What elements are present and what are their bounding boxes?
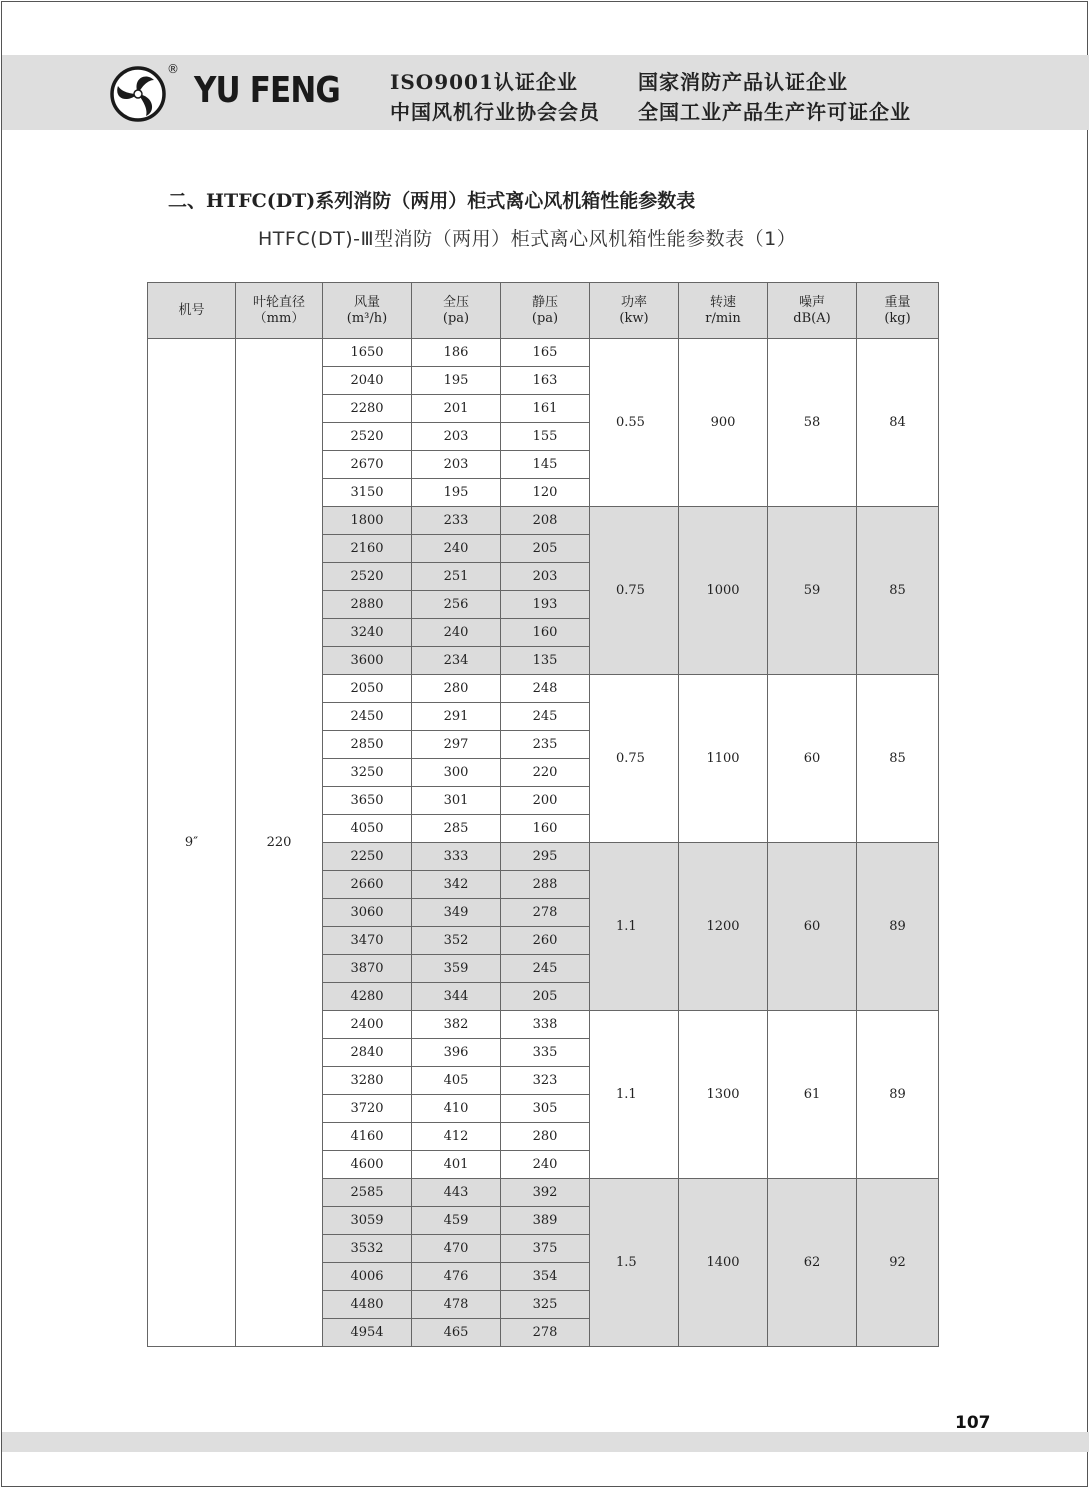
static-pressure-cell: 235 — [501, 731, 590, 759]
static-pressure-cell: 375 — [501, 1235, 590, 1263]
header-label: 机号 — [178, 302, 205, 318]
header-label: 静压 — [531, 294, 558, 310]
airflow-cell: 2660 — [323, 871, 412, 899]
static-pressure-cell: 278 — [501, 1319, 590, 1347]
cert-license: 全国工业产品生产许可证企业 — [638, 100, 911, 124]
airflow-cell: 3470 — [323, 927, 412, 955]
header-weight — [857, 283, 939, 339]
noise-cell: 62 — [768, 1179, 857, 1347]
noise-cell: 61 — [768, 1011, 857, 1179]
total-pressure-cell: 412 — [412, 1123, 501, 1151]
power-cell: 0.55 — [590, 339, 679, 507]
total-pressure-cell: 382 — [412, 1011, 501, 1039]
airflow-cell: 2880 — [323, 591, 412, 619]
total-pressure-cell: 233 — [412, 507, 501, 535]
static-pressure-cell: 245 — [501, 955, 590, 983]
static-pressure-cell: 335 — [501, 1039, 590, 1067]
static-pressure-cell: 245 — [501, 703, 590, 731]
table-row — [148, 339, 939, 367]
total-pressure-cell: 459 — [412, 1207, 501, 1235]
airflow-cell: 2040 — [323, 367, 412, 395]
total-pressure-cell: 344 — [412, 983, 501, 1011]
airflow-cell: 3600 — [323, 647, 412, 675]
airflow-cell: 4006 — [323, 1263, 412, 1291]
airflow-cell: 3720 — [323, 1095, 412, 1123]
static-pressure-cell: 165 — [501, 339, 590, 367]
airflow-cell: 2585 — [323, 1179, 412, 1207]
header-label: 转速 — [709, 294, 736, 310]
spec-table — [147, 282, 939, 1347]
total-pressure-cell: 203 — [412, 423, 501, 451]
total-pressure-cell: 285 — [412, 815, 501, 843]
static-pressure-cell: 278 — [501, 899, 590, 927]
static-pressure-cell: 145 — [501, 451, 590, 479]
header-impeller — [236, 283, 323, 339]
airflow-cell: 2050 — [323, 675, 412, 703]
static-pressure-cell: 240 — [501, 1151, 590, 1179]
static-pressure-cell: 260 — [501, 927, 590, 955]
power-cell: 1.5 — [590, 1179, 679, 1347]
airflow-cell: 2450 — [323, 703, 412, 731]
weight-cell: 85 — [857, 507, 939, 675]
speed-cell: 1400 — [679, 1179, 768, 1347]
header-total-pressure — [412, 283, 501, 339]
total-pressure-cell: 410 — [412, 1095, 501, 1123]
airflow-cell: 3250 — [323, 759, 412, 787]
static-pressure-cell: 161 — [501, 395, 590, 423]
static-pressure-cell: 288 — [501, 871, 590, 899]
airflow-cell: 4160 — [323, 1123, 412, 1151]
total-pressure-cell: 280 — [412, 675, 501, 703]
total-pressure-cell: 349 — [412, 899, 501, 927]
static-pressure-cell: 205 — [501, 983, 590, 1011]
speed-cell: 1100 — [679, 675, 768, 843]
total-pressure-cell: 359 — [412, 955, 501, 983]
table-header-row — [148, 283, 939, 339]
static-pressure-cell: 208 — [501, 507, 590, 535]
header-static-pressure — [501, 283, 590, 339]
static-pressure-cell: 280 — [501, 1123, 590, 1151]
impeller-cell: 220 — [236, 339, 323, 1347]
airflow-cell: 3870 — [323, 955, 412, 983]
total-pressure-cell: 186 — [412, 339, 501, 367]
airflow-cell: 2400 — [323, 1011, 412, 1039]
header-label: 重量 — [884, 294, 911, 310]
total-pressure-cell: 203 — [412, 451, 501, 479]
airflow-cell: 2160 — [323, 535, 412, 563]
static-pressure-cell: 354 — [501, 1263, 590, 1291]
static-pressure-cell: 220 — [501, 759, 590, 787]
airflow-cell: 3240 — [323, 619, 412, 647]
static-pressure-cell: 389 — [501, 1207, 590, 1235]
speed-cell: 1300 — [679, 1011, 768, 1179]
header-label: 噪声 — [798, 294, 825, 310]
power-cell: 0.75 — [590, 675, 679, 843]
airflow-cell: 4954 — [323, 1319, 412, 1347]
static-pressure-cell: 193 — [501, 591, 590, 619]
total-pressure-cell: 256 — [412, 591, 501, 619]
airflow-cell: 2280 — [323, 395, 412, 423]
total-pressure-cell: 405 — [412, 1067, 501, 1095]
airflow-cell: 2250 — [323, 843, 412, 871]
section-title: 二、HTFC(DT)系列消防（两用）柜式离心风机箱性能参数表 — [168, 190, 696, 212]
airflow-cell: 3280 — [323, 1067, 412, 1095]
static-pressure-cell: 325 — [501, 1291, 590, 1319]
static-pressure-cell: 295 — [501, 843, 590, 871]
weight-cell: 89 — [857, 843, 939, 1011]
header-unit: dB(A) — [793, 310, 831, 326]
total-pressure-cell: 201 — [412, 395, 501, 423]
static-pressure-cell: 163 — [501, 367, 590, 395]
total-pressure-cell: 297 — [412, 731, 501, 759]
total-pressure-cell: 401 — [412, 1151, 501, 1179]
header-unit: （mm） — [253, 310, 305, 326]
static-pressure-cell: 120 — [501, 479, 590, 507]
cert-association: 中国风机行业协会会员 — [390, 100, 600, 124]
speed-cell: 1000 — [679, 507, 768, 675]
header-unit: (kw) — [619, 310, 649, 326]
cert-fire: 国家消防产品认证企业 — [638, 70, 848, 94]
airflow-cell: 4280 — [323, 983, 412, 1011]
noise-cell: 60 — [768, 675, 857, 843]
static-pressure-cell: 392 — [501, 1179, 590, 1207]
airflow-cell: 4600 — [323, 1151, 412, 1179]
page-number: 107 — [955, 1413, 991, 1433]
airflow-cell: 1650 — [323, 339, 412, 367]
total-pressure-cell: 195 — [412, 479, 501, 507]
static-pressure-cell: 205 — [501, 535, 590, 563]
header-unit: (m³/h) — [346, 310, 388, 326]
brand-name: YU FENG — [194, 70, 340, 111]
header-label: 全压 — [442, 294, 469, 310]
airflow-cell: 4480 — [323, 1291, 412, 1319]
header-speed — [679, 283, 768, 339]
total-pressure-cell: 352 — [412, 927, 501, 955]
footer-band — [2, 1432, 1089, 1452]
static-pressure-cell: 338 — [501, 1011, 590, 1039]
power-cell: 0.75 — [590, 507, 679, 675]
static-pressure-cell: 305 — [501, 1095, 590, 1123]
fan-logo-icon — [110, 66, 166, 122]
noise-cell: 58 — [768, 339, 857, 507]
airflow-cell: 4050 — [323, 815, 412, 843]
static-pressure-cell: 203 — [501, 563, 590, 591]
total-pressure-cell: 470 — [412, 1235, 501, 1263]
total-pressure-cell: 342 — [412, 871, 501, 899]
header-noise — [768, 283, 857, 339]
total-pressure-cell: 251 — [412, 563, 501, 591]
speed-cell: 900 — [679, 339, 768, 507]
airflow-cell: 2840 — [323, 1039, 412, 1067]
airflow-cell: 3059 — [323, 1207, 412, 1235]
header-unit: (pa) — [531, 310, 559, 326]
airflow-cell: 2520 — [323, 423, 412, 451]
weight-cell: 92 — [857, 1179, 939, 1347]
airflow-cell: 2670 — [323, 451, 412, 479]
header-label: 风量 — [353, 294, 380, 310]
total-pressure-cell: 476 — [412, 1263, 501, 1291]
static-pressure-cell: 200 — [501, 787, 590, 815]
total-pressure-cell: 443 — [412, 1179, 501, 1207]
header-airflow — [323, 283, 412, 339]
noise-cell: 59 — [768, 507, 857, 675]
speed-cell: 1200 — [679, 843, 768, 1011]
airflow-cell: 3150 — [323, 479, 412, 507]
total-pressure-cell: 301 — [412, 787, 501, 815]
total-pressure-cell: 396 — [412, 1039, 501, 1067]
static-pressure-cell: 135 — [501, 647, 590, 675]
static-pressure-cell: 155 — [501, 423, 590, 451]
header-model — [148, 283, 236, 339]
header-label: 叶轮直径 — [252, 294, 305, 310]
header-label: 功率 — [620, 294, 647, 310]
total-pressure-cell: 234 — [412, 647, 501, 675]
header-power — [590, 283, 679, 339]
airflow-cell: 2850 — [323, 731, 412, 759]
weight-cell: 89 — [857, 1011, 939, 1179]
total-pressure-cell: 291 — [412, 703, 501, 731]
model-cell: 9″ — [148, 339, 236, 1347]
power-cell: 1.1 — [590, 1011, 679, 1179]
header-unit: r/min — [705, 310, 741, 326]
cert-iso: ISO9001认证企业 — [390, 70, 578, 94]
total-pressure-cell: 240 — [412, 535, 501, 563]
header-unit: (kg) — [884, 310, 911, 326]
static-pressure-cell: 323 — [501, 1067, 590, 1095]
airflow-cell: 1800 — [323, 507, 412, 535]
weight-cell: 85 — [857, 675, 939, 843]
header-unit: (pa) — [442, 310, 470, 326]
airflow-cell: 3532 — [323, 1235, 412, 1263]
total-pressure-cell: 300 — [412, 759, 501, 787]
total-pressure-cell: 240 — [412, 619, 501, 647]
power-cell: 1.1 — [590, 843, 679, 1011]
weight-cell: 84 — [857, 339, 939, 507]
static-pressure-cell: 160 — [501, 619, 590, 647]
table-title: HTFC(DT)-Ⅲ型消防（两用）柜式离心风机箱性能参数表（1） — [258, 228, 797, 250]
total-pressure-cell: 478 — [412, 1291, 501, 1319]
static-pressure-cell: 160 — [501, 815, 590, 843]
total-pressure-cell: 333 — [412, 843, 501, 871]
registered-mark: ® — [167, 62, 179, 76]
total-pressure-cell: 465 — [412, 1319, 501, 1347]
airflow-cell: 3060 — [323, 899, 412, 927]
noise-cell: 60 — [768, 843, 857, 1011]
static-pressure-cell: 248 — [501, 675, 590, 703]
total-pressure-cell: 195 — [412, 367, 501, 395]
airflow-cell: 3650 — [323, 787, 412, 815]
airflow-cell: 2520 — [323, 563, 412, 591]
